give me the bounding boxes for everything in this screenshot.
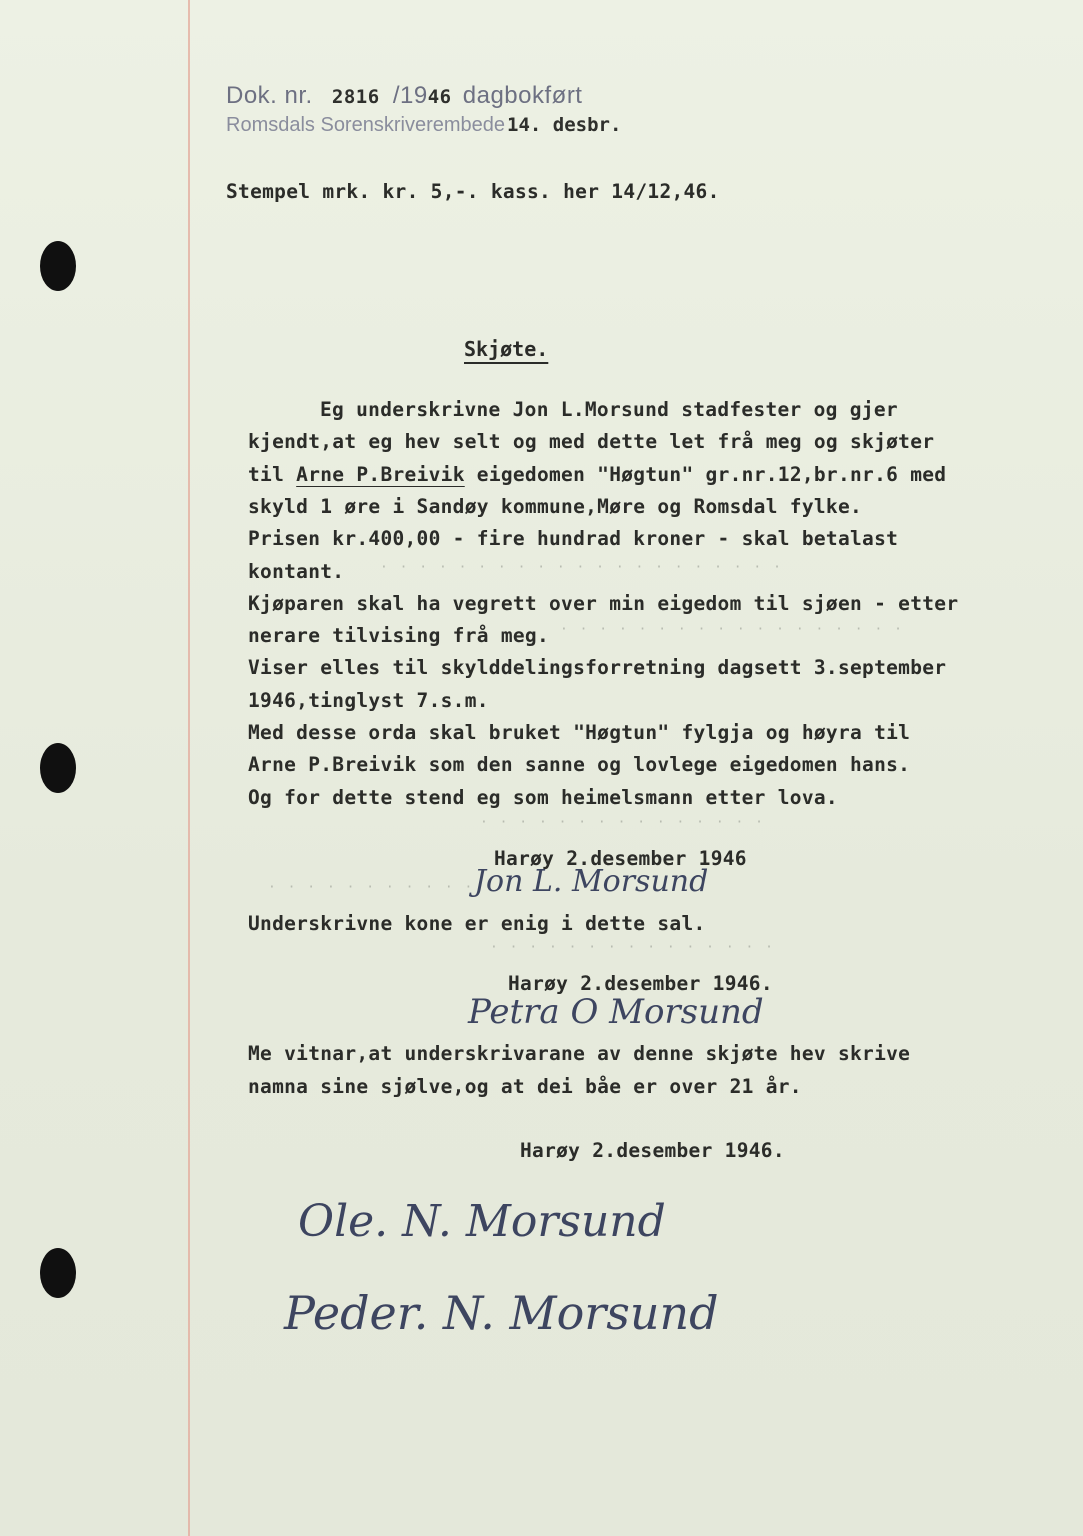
body-line — [248, 592, 958, 615]
bleed-through: · · · · · · · · · · · · · · · — [480, 815, 765, 830]
consent-line: Underskrivne kone er enig i dette sal. — [248, 912, 706, 935]
body-line — [248, 527, 898, 550]
bleed-through: · · · · · · · · · · · · — [268, 880, 495, 895]
body-text: til — [248, 462, 297, 486]
stamp-duty-line: Stempel mrk. kr. 5,-. kass. her 14/12,46. — [226, 180, 720, 203]
stamp-year-prefix: /19 — [392, 82, 428, 109]
body-line — [248, 560, 344, 583]
place-date-1: Harøy 2.desember 1946 — [494, 847, 747, 870]
body-line — [248, 786, 838, 809]
office-stamp: Romsdals Sorenskriverembede — [226, 114, 506, 136]
signature-witness-2: Peder. N. Morsund — [284, 1286, 719, 1340]
body-text: Med desse orda skal bruket "Høgtun" fylgja og høyra til — [248, 721, 911, 744]
stamp-prefix: Dok. nr. — [226, 82, 313, 109]
document-title: Skjøte. — [464, 337, 549, 361]
body-text: Arne P.Breivik som den sanne og lovlege eigedomen hans. — [248, 753, 911, 777]
office-stamp-line — [226, 114, 621, 137]
place-date-2: Harøy 2.desember 1946. — [508, 972, 773, 995]
body-line — [248, 624, 549, 647]
body-text: nerare tilvising frå meg. — [248, 624, 549, 648]
doc-year: 46 — [427, 86, 452, 108]
bleed-through: · · · · · · · · · · · · · · · · · · — [560, 622, 904, 637]
signature-seller: Jon L. Morsund — [474, 864, 709, 899]
bleed-through: · · · · · · · · · · · · · · · — [490, 940, 775, 955]
body-line — [248, 753, 910, 776]
stamp-suffix: dagbokført — [462, 82, 583, 109]
registration-date: 14. desbr. — [507, 114, 622, 136]
punch-hole — [40, 1248, 76, 1298]
punch-hole — [40, 241, 76, 291]
place-date-3: Harøy 2.desember 1946. — [520, 1139, 785, 1162]
body-line — [248, 495, 862, 518]
body-text: Kjøparen skal ha vegrett over min eigedom til sjøen - etter — [248, 591, 959, 615]
body-line — [248, 430, 934, 453]
body-text: eigedomen "Høgtun" gr.nr.12,br.nr.6 med — [464, 462, 947, 486]
body-text: Viser elles til skylddelingsforretning dagsett 3.september — [248, 656, 947, 680]
body-text: skyld 1 øre i Sandøy kommune,Møre og Romsdal fylke. — [248, 494, 863, 518]
body-line — [248, 656, 946, 679]
body-text: Eg underskrivne Jon L.Morsund stadfester og gjer — [320, 398, 898, 421]
signature-spouse: Petra O Morsund — [468, 992, 764, 1032]
bleed-through: · · · · · · · · · · · · · · · · · · · · · — [380, 560, 783, 575]
body-text: kontant. — [248, 559, 345, 583]
body-text: Og for dette stend eg som heimelsmann etter lova. — [248, 785, 838, 809]
body-line — [248, 463, 946, 486]
doc-number: 2816 — [331, 86, 380, 108]
registry-stamp — [226, 82, 582, 110]
body-text: 1946,tinglyst 7.s.m. — [248, 688, 489, 712]
body-line — [248, 689, 489, 712]
punch-hole — [40, 743, 76, 793]
buyer-name: Arne P.Breivik — [296, 462, 465, 486]
witness-line: namna sine sjølve,og at dei båe er over 21 år. — [248, 1075, 802, 1098]
body-line — [320, 398, 898, 421]
margin-rule — [188, 0, 190, 1536]
body-text: kjendt,at eg hev selt og med dette let frå meg og skjøter — [248, 430, 935, 454]
witness-line: Me vitnar,at underskrivarane av denne skjøte hev skrive — [248, 1042, 911, 1065]
body-text: Prisen kr.400,00 - fire hundrad kroner - skal betalast — [248, 527, 899, 551]
body-line — [248, 721, 910, 744]
signature-witness-1: Ole. N. Morsund — [298, 1196, 666, 1247]
